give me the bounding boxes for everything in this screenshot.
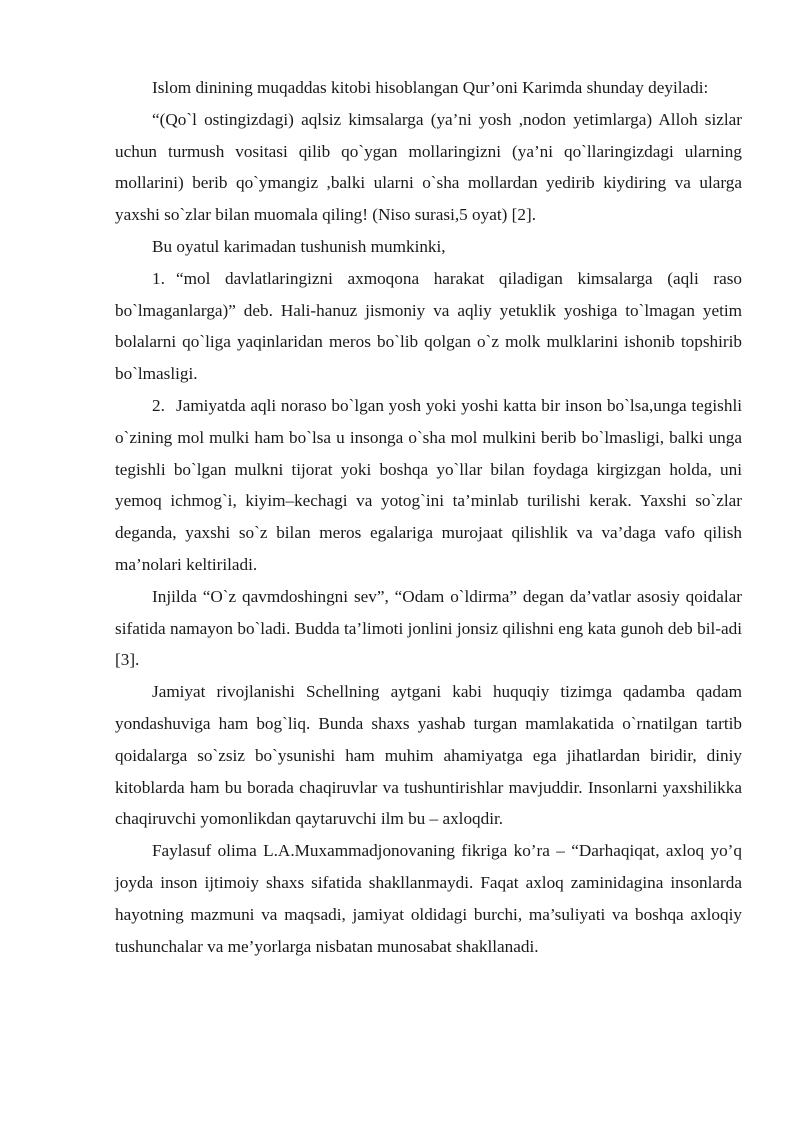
list-item-1 xyxy=(115,263,742,390)
paragraph-text: Bu oyatul karimadan tushunish mumkinki, xyxy=(152,236,446,256)
paragraph-injil xyxy=(115,581,742,676)
paragraph-text: Faylasuf olima L.A.Muxammadjonovaning fikriga ko’ra – “Darhaqiqat, axloq yo’q joyda inson ijtimoiy shaxs sifatida shakllanmaydi. Faqat axloq zaminidagina insonlarda hayotning mazmuni va maqsadi, jamiyat oldidagi burchi, ma’suliyati va boshqa axloqiy tushunchalar va me’yorlarga nisbatan munosabat shakllanadi. xyxy=(115,841,742,956)
paragraph-text: “(Qo`l ostingizdagi) aqlsiz kimsalarga (ya’ni yosh ,nodon yetimlarga) Alloh sizlar uchun turmush vositasi qilib qo`ygan mollaringizni (ya’ni qo`llaringizdagi ularning mollarini) berib qo`ymangiz ,balki ularni o`sha mollardan yedirib kiydiring va ularga yaxshi so`zlar bilan muomala qiling! (Niso surasi,5 oyat) [2]. xyxy=(115,109,742,225)
list-item-2 xyxy=(115,390,742,581)
paragraph-text: Jamiyatda aqli noraso bo`lgan yosh yoki yoshi katta bir inson bo`lsa,unga tegishli o`zining mol mulki ham bo`lsa u insonga o`sha mol mulkini berib bo`lmasligi, balki unga tegishli bo`lgan mulkni tijorat yoki boshqa yo`llar bilan foydaga kirgizgan holda, uni yemoq ichmog`i, kiyim–kechagi va yotog`ini ta’minlab turilishi kerak. Yaxshi so`zlar deganda, yaxshi so`z bilan meros egalariga murojaat qilishlik va va’daga vafo qilish ma’nolari keltiriladi. xyxy=(115,395,742,574)
paragraph-text: Islom dinining muqaddas kitobi hisoblangan Qur’oni Karimda shunday deyiladi: xyxy=(152,78,709,97)
paragraph-quote xyxy=(115,104,742,231)
list-number: 2. xyxy=(152,395,165,415)
paragraph-text: “mol davlatlaringizni axmoqona harakat qiladigan kimsalarga (aqli raso bo`lmaganlarga)” deb. Hali-hanuz jismoniy va aqliy yetuklik yoshiga to`lmagan yetim bolalarni qo`liga yaqinlaridan meros bo`lib qolgan o`z molk mulklarini ishonib topshirib bo`lmasligi. xyxy=(115,268,742,384)
paragraph-text: Jamiyat rivojlanishi Schellning aytgani kabi huquqiy tizimga qadamba qadam yondashuviga ham bog`liq. Bunda shaxs yashab turgan mamlakatida o`rnatilgan tartib qoidalarga so`zsiz bo`ysunishi ham muhim ahamiyatga ega jihatlardan biridir, diniy kitoblarda ham bu borada chaqiruvlar va tushuntirishlar mavjuddir. Insonlarni yaxshilikka chaqiruvchi yomonlikdan qaytaruvchi ilm bu – axloqdir. xyxy=(115,682,742,829)
paragraph-intro xyxy=(115,72,742,104)
document-page xyxy=(115,72,742,962)
list-number: 1. xyxy=(152,268,165,288)
paragraph-society xyxy=(115,676,742,835)
paragraph-philosopher xyxy=(115,835,742,962)
paragraph-text: Injilda “O`z qavmdoshingni sev”, “Odam o`ldirma” degan da’vatlar asosiy qoidalar sifatida namayon bo`ladi. Budda ta’limoti jonlini jonsiz qilishni eng kata gunoh deb bil-adi [3]. xyxy=(115,586,742,670)
paragraph-lead-in xyxy=(115,231,742,263)
